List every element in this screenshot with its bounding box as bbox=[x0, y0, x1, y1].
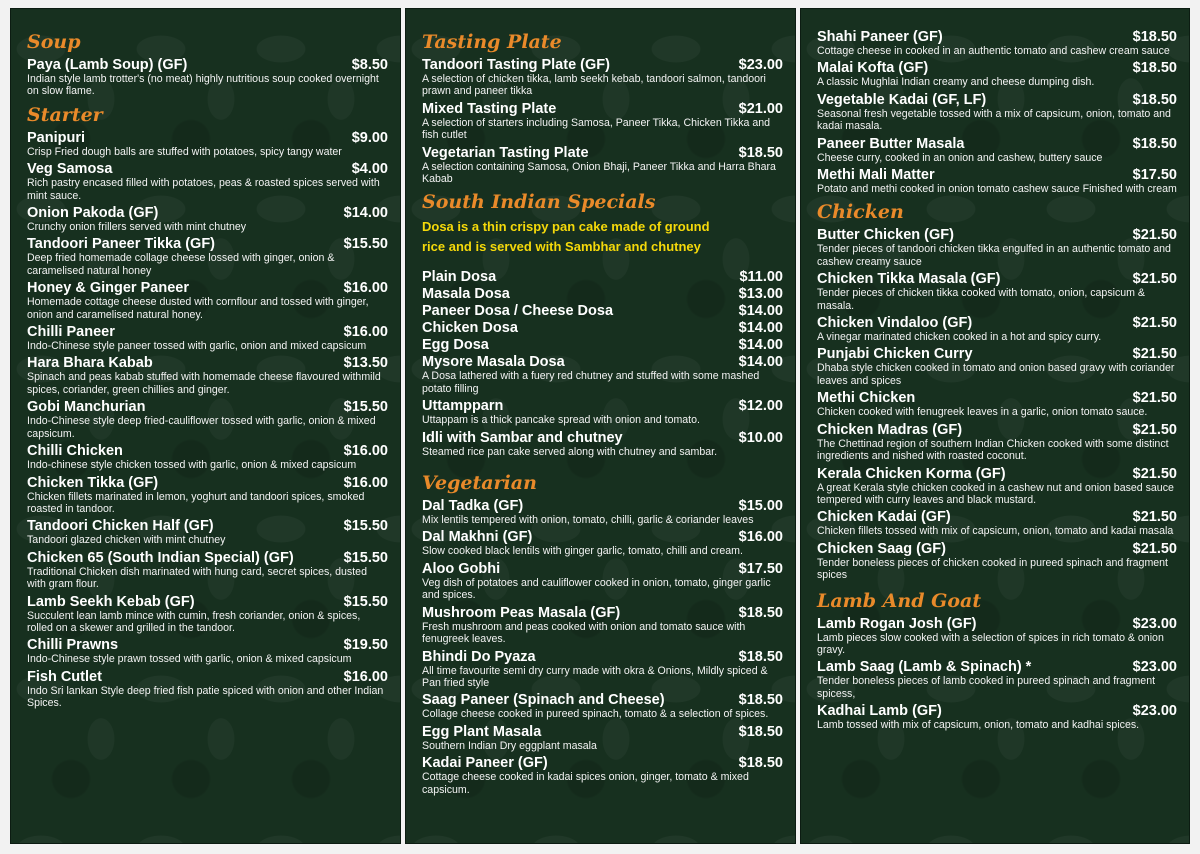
item-description: Chicken fillets tossed with mix of capsicum, onion, tomato and kadai masala bbox=[817, 525, 1174, 538]
menu-item bbox=[422, 649, 783, 690]
item-description: Cheese curry, cooked in an onion and cashew, buttery sauce bbox=[817, 151, 1103, 164]
item-description: A selection of chicken tikka, lamb seekh kebab, tandoori salmon, tandoori prawn and paneer tikka bbox=[422, 73, 766, 98]
item-price: $15.50 bbox=[343, 593, 388, 610]
item-name: Masala Dosa bbox=[422, 286, 510, 303]
menu-item bbox=[27, 324, 388, 352]
item-description: Rich pastry encased filled with potatoes, peas & roasted spices served with mint sauce. bbox=[27, 177, 380, 202]
item-header bbox=[817, 422, 1177, 438]
item-name: Kadai Paneer (GF) bbox=[422, 755, 548, 772]
item-description: Chicken fillets marinated in lemon, yoghurt and tandoori spices, smoked roasted in tandoor. bbox=[27, 490, 365, 515]
item-header bbox=[27, 130, 388, 146]
menu-item bbox=[817, 29, 1177, 57]
menu-item bbox=[422, 337, 783, 353]
item-price: $21.50 bbox=[1132, 509, 1177, 526]
menu-item bbox=[422, 286, 783, 302]
item-price: $21.50 bbox=[1132, 315, 1177, 332]
item-name: Chicken Madras (GF) bbox=[817, 421, 963, 438]
item-price: $21.50 bbox=[1132, 227, 1177, 244]
item-name: Kadhai Lamb (GF) bbox=[817, 703, 942, 720]
item-header bbox=[817, 703, 1177, 719]
item-name: Mixed Tasting Plate bbox=[422, 100, 557, 117]
item-description: Lamb tossed with mix of capsicum, onion, tomato and kadhai spices. bbox=[817, 719, 1140, 732]
item-header bbox=[422, 649, 783, 665]
item-description: Lamb pieces slow cooked with a selection of spices in rich tomato & onion gravy. bbox=[817, 631, 1164, 656]
section-heading: Tasting Plate bbox=[422, 31, 562, 53]
menu-section bbox=[27, 31, 388, 98]
menu-section bbox=[422, 191, 783, 458]
item-price: $14.00 bbox=[738, 303, 783, 320]
item-price: $14.00 bbox=[738, 320, 783, 337]
menu-item bbox=[817, 616, 1177, 657]
item-name: Uttampparn bbox=[422, 398, 504, 415]
item-price: $21.50 bbox=[1132, 540, 1177, 557]
item-price: $18.50 bbox=[1132, 135, 1177, 152]
section-heading: Chicken bbox=[817, 201, 904, 224]
item-description: A Dosa lathered with a fuery red chutney and stuffed with some mashed potato filling bbox=[422, 370, 760, 395]
item-header bbox=[422, 692, 783, 708]
menu-section bbox=[422, 472, 783, 796]
item-price: $16.00 bbox=[343, 280, 388, 297]
item-description: Southern Indian Dry eggplant masala bbox=[422, 739, 597, 752]
item-header bbox=[422, 354, 783, 370]
menu-section bbox=[27, 104, 388, 710]
item-price: $18.50 bbox=[738, 648, 783, 665]
item-price: $17.50 bbox=[1132, 167, 1177, 184]
menu-item bbox=[422, 269, 783, 285]
item-header bbox=[422, 498, 783, 514]
item-name: Gobi Manchurian bbox=[27, 399, 146, 416]
menu-item bbox=[817, 346, 1177, 387]
item-header bbox=[422, 529, 783, 545]
item-name: Chicken Tikka (GF) bbox=[27, 474, 159, 491]
item-price: $21.50 bbox=[1132, 390, 1177, 407]
item-price: $14.00 bbox=[343, 205, 388, 222]
item-name: Chicken Kadai (GF) bbox=[817, 509, 951, 526]
menu-item bbox=[27, 594, 388, 635]
item-description: Cottage cheese in cooked in an authentic tomato and cashew cream sauce bbox=[817, 45, 1170, 57]
item-description: Crisp Fried dough balls are stuffed with potatoes, spicy tangy water bbox=[27, 145, 342, 158]
item-price: $16.00 bbox=[343, 324, 388, 341]
item-name: Lamb Saag (Lamb & Spinach) * bbox=[817, 659, 1032, 676]
item-name: Vegetarian Tasting Plate bbox=[422, 144, 589, 161]
menu-item bbox=[27, 205, 388, 233]
item-name: Honey & Ginger Paneer bbox=[27, 280, 189, 297]
item-name: Chicken 65 (South Indian Special) (GF) bbox=[27, 549, 294, 566]
item-header bbox=[27, 236, 388, 252]
item-description: Tender boneless pieces of chicken cooked in pureed spinach and fragment spices bbox=[817, 556, 1168, 582]
item-name: Egg Dosa bbox=[422, 337, 489, 354]
menu-item bbox=[27, 475, 388, 516]
item-price: $11.00 bbox=[739, 269, 783, 286]
item-description: A great Kerala style chicken cooked in a cashew nut and onion based sauce tempered with curry leaves and black mustard. bbox=[817, 481, 1174, 506]
item-description: Chicken cooked with fenugreek leaves in a garlic, onion tomato sauce. bbox=[817, 406, 1148, 419]
item-header bbox=[817, 271, 1177, 287]
menu-item bbox=[817, 703, 1177, 731]
menu-item bbox=[27, 443, 388, 471]
item-name: Malai Kofta (GF) bbox=[817, 60, 929, 77]
item-header bbox=[422, 286, 783, 302]
menu-item bbox=[817, 271, 1177, 312]
menu-panel-right bbox=[800, 8, 1190, 844]
item-description: The Chettinad region of southern Indian Chicken cooked with some distinct ingredients and nished with roasted coconut. bbox=[817, 437, 1169, 463]
item-name: Chicken Tikka Masala (GF) bbox=[817, 271, 1001, 288]
item-header bbox=[422, 101, 783, 117]
item-name: Butter Chicken (GF) bbox=[817, 227, 954, 244]
item-price: $21.50 bbox=[1132, 421, 1177, 438]
menu-item bbox=[27, 57, 388, 98]
item-header bbox=[422, 57, 783, 73]
item-header bbox=[27, 324, 388, 340]
menu-item bbox=[817, 92, 1177, 133]
menu-item bbox=[422, 354, 783, 395]
item-header bbox=[27, 518, 388, 534]
menu-item bbox=[817, 659, 1177, 700]
item-header bbox=[422, 303, 783, 319]
item-description: Indo-Chinese style deep fried-cauliflower tossed with garlic, onion & mixed capsicum. bbox=[27, 415, 376, 440]
menu-item bbox=[422, 101, 783, 142]
item-header bbox=[817, 541, 1177, 557]
section-note: Dosa is a thin crispy pan cake made of ground rice and is served with Sambhar and chutney bbox=[422, 219, 710, 255]
item-price: $18.50 bbox=[738, 144, 783, 161]
item-header bbox=[422, 320, 783, 336]
menu-item bbox=[817, 466, 1177, 507]
menu-item bbox=[817, 390, 1177, 418]
item-price: $17.50 bbox=[738, 560, 783, 577]
item-name: Kerala Chicken Korma (GF) bbox=[817, 465, 1006, 482]
menu-item bbox=[27, 550, 388, 591]
item-name: Shahi Paneer (GF) bbox=[817, 29, 943, 45]
item-price: $10.00 bbox=[738, 429, 783, 446]
menu-item bbox=[422, 498, 783, 526]
menu-item bbox=[422, 605, 783, 646]
item-price: $18.50 bbox=[1132, 60, 1177, 77]
menu-item bbox=[27, 161, 388, 202]
item-price: $18.50 bbox=[738, 692, 783, 709]
item-name: Veg Samosa bbox=[27, 161, 113, 178]
item-name: Dal Tadka (GF) bbox=[422, 498, 524, 515]
item-header bbox=[817, 227, 1177, 243]
section-heading: Soup bbox=[27, 31, 81, 53]
item-name: Fish Cutlet bbox=[27, 668, 102, 685]
menu-panel-middle bbox=[405, 8, 796, 844]
menu-section bbox=[817, 29, 1177, 195]
item-price: $16.00 bbox=[343, 474, 388, 491]
item-name: Chilli Prawns bbox=[27, 637, 119, 654]
item-description: Dhaba style chicken cooked in tomato and onion based gravy with coriander leaves and spices bbox=[817, 362, 1175, 387]
item-name: Paneer Butter Masala bbox=[817, 135, 965, 152]
item-name: Methi Mali Matter bbox=[817, 167, 935, 184]
item-header bbox=[27, 550, 388, 566]
menu-item bbox=[422, 692, 783, 720]
item-description: Homemade cottage cheese dusted with cornflour and tossed with ginger, onion and caramelised natural honey. bbox=[27, 296, 369, 321]
section-heading: Lamb And Goat bbox=[817, 589, 982, 612]
item-description: Veg dish of potatoes and cauliflower cooked in onion, tomato, ginger garlic and spices. bbox=[422, 576, 771, 602]
menu-item bbox=[422, 398, 783, 426]
item-name: Chicken Dosa bbox=[422, 320, 518, 337]
item-price: $21.50 bbox=[1132, 346, 1177, 363]
item-header bbox=[422, 430, 783, 446]
item-description: Crunchy onion frillers served with mint chutney bbox=[27, 221, 247, 234]
menu-item bbox=[422, 145, 783, 186]
item-price: $15.50 bbox=[343, 236, 388, 253]
item-price: $9.00 bbox=[351, 129, 388, 146]
item-description: Mix lentils tempered with onion, tomato, chilli, garlic & coriander leaves bbox=[422, 514, 754, 527]
item-description: A classic Mughlai Indian creamy and cheese dumping dish. bbox=[817, 76, 1095, 89]
item-name: Bhindi Do Pyaza bbox=[422, 648, 536, 665]
item-description: Tender boneless pieces of lamb cooked in pureed spinach and fragment spicess, bbox=[817, 675, 1156, 700]
item-header bbox=[422, 561, 783, 577]
item-name: Lamb Rogan Josh (GF) bbox=[817, 615, 977, 632]
item-header bbox=[817, 60, 1177, 76]
item-name: Methi Chicken bbox=[817, 390, 916, 407]
item-description: Indian style lamb trotter's (no meat) highly nutritious soup cooked overnight on slow flame. bbox=[27, 73, 379, 98]
item-name: Hara Bhara Kabab bbox=[27, 355, 153, 372]
item-header bbox=[817, 509, 1177, 525]
item-name: Paya (Lamb Soup) (GF) bbox=[27, 57, 188, 73]
section-heading: Starter bbox=[27, 103, 103, 126]
item-price: $18.50 bbox=[738, 755, 783, 772]
menu-item bbox=[422, 430, 783, 458]
item-price: $15.00 bbox=[738, 498, 783, 515]
item-description: Indo Sri lankan Style deep fried fish patie spiced with onion and other Indian Spices. bbox=[27, 684, 384, 710]
item-price: $13.50 bbox=[343, 355, 388, 372]
menu-section bbox=[817, 201, 1177, 581]
item-description: Indo-chinese style chicken tossed with garlic, onion & mixed capsicum bbox=[27, 459, 357, 472]
item-header bbox=[422, 724, 783, 740]
item-description: Tandoori glazed chicken with mint chutney bbox=[27, 534, 226, 547]
item-name: Chicken Vindaloo (GF) bbox=[817, 315, 973, 332]
item-header bbox=[817, 659, 1177, 675]
item-description: Spinach and peas kabab stuffed with homemade cheese flavoured withmild spices, coriander, green chillies and ginger. bbox=[27, 371, 381, 396]
item-price: $12.00 bbox=[738, 398, 783, 415]
item-description: Uttappam is a thick pancake spread with onion and tomato. bbox=[422, 414, 700, 427]
menu-item bbox=[27, 236, 388, 277]
item-price: $18.50 bbox=[1132, 29, 1177, 45]
menu-item bbox=[817, 541, 1177, 582]
item-header bbox=[422, 145, 783, 161]
item-price: $23.00 bbox=[738, 57, 783, 73]
item-description: Deep fried homemade collage cheese lossed with ginger, onion & caramelised natural honey bbox=[27, 252, 335, 277]
item-price: $14.00 bbox=[738, 337, 783, 354]
menu-item bbox=[817, 136, 1177, 164]
item-header bbox=[27, 637, 388, 653]
item-description: Fresh mushroom and peas cooked with onion and tomato sauce with fenugreek leaves. bbox=[422, 620, 746, 646]
item-header bbox=[27, 355, 388, 371]
item-header bbox=[817, 29, 1177, 45]
item-description: Collage cheese cooked in pureed spinach, tomato & a selection of spices. bbox=[422, 708, 769, 721]
menu-item bbox=[817, 509, 1177, 537]
item-price: $15.50 bbox=[343, 518, 388, 535]
item-price: $14.00 bbox=[738, 354, 783, 371]
item-price: $18.50 bbox=[738, 604, 783, 621]
item-name: Idli with Sambar and chutney bbox=[422, 429, 623, 446]
item-description: Potato and methi cooked in onion tomato cashew sauce Finished with cream bbox=[817, 183, 1177, 196]
item-name: Panipuri bbox=[27, 129, 86, 146]
item-header bbox=[27, 443, 388, 459]
menu-item bbox=[27, 355, 388, 396]
item-description: Traditional Chicken dish marinated with hung card, secret spices, dusted with gram flour. bbox=[27, 565, 367, 591]
menu-section bbox=[422, 31, 783, 185]
section-heading: Vegetarian bbox=[422, 472, 537, 495]
item-description: A selection of starters including Samosa, Paneer Tikka, Chicken Tikka and fish cutlet bbox=[422, 116, 771, 142]
item-price: $15.50 bbox=[343, 399, 388, 416]
item-header bbox=[817, 167, 1177, 183]
item-name: Egg Plant Masala bbox=[422, 723, 542, 740]
item-price: $19.50 bbox=[343, 637, 388, 654]
item-price: $13.00 bbox=[738, 286, 783, 303]
item-description: Tender pieces of tandoori chicken tikka engulfed in an authentic tomato and cashew creamy sauce bbox=[817, 243, 1171, 268]
item-name: Vegetable Kadai (GF, LF) bbox=[817, 91, 987, 108]
item-description: Slow cooked black lentils with ginger garlic, tomato, chilli and cream. bbox=[422, 545, 743, 558]
menu-item bbox=[817, 227, 1177, 268]
item-description: Steamed rice pan cake served along with chutney and sambar. bbox=[422, 445, 718, 458]
menu-item bbox=[817, 167, 1177, 195]
item-name: Tandoori Chicken Half (GF) bbox=[27, 518, 214, 535]
item-header bbox=[27, 57, 388, 73]
item-price: $18.50 bbox=[738, 723, 783, 740]
item-price: $21.50 bbox=[1132, 271, 1177, 288]
menu-item bbox=[27, 518, 388, 546]
item-price: $23.00 bbox=[1132, 703, 1177, 720]
item-header bbox=[422, 269, 783, 285]
item-header bbox=[422, 605, 783, 621]
item-description: Indo-Chinese style prawn tossed with garlic, onion & mixed capsicum bbox=[27, 653, 352, 666]
item-description: Seasonal fresh vegetable tossed with a mix of capsicum, onion, tomato and kadai masala. bbox=[817, 107, 1171, 133]
item-header bbox=[27, 475, 388, 491]
item-header bbox=[817, 92, 1177, 108]
item-header bbox=[27, 594, 388, 610]
item-header bbox=[817, 346, 1177, 362]
menu-item bbox=[422, 303, 783, 319]
menu-item bbox=[817, 315, 1177, 343]
menu-item bbox=[817, 422, 1177, 463]
item-name: Chicken Saag (GF) bbox=[817, 540, 946, 557]
item-description: A selection containing Samosa, Onion Bhaji, Paneer Tikka and Harra Bhara Kabab bbox=[422, 160, 776, 186]
menu-item bbox=[422, 724, 783, 752]
menu-item bbox=[422, 529, 783, 557]
menu-item bbox=[817, 60, 1177, 88]
item-description: A vinegar marinated chicken cooked in a hot and spicy curry. bbox=[817, 331, 1102, 344]
item-description: Succulent lean lamb mince with cumin, fresh coriander, onion & spices, rolled on a skewer and grilled in the tandoor. bbox=[27, 609, 361, 634]
item-header bbox=[27, 161, 388, 177]
item-name: Chilli Paneer bbox=[27, 324, 115, 341]
item-header bbox=[27, 205, 388, 221]
item-header bbox=[817, 315, 1177, 331]
item-price: $16.00 bbox=[343, 668, 388, 685]
item-description: Cottage cheese cooked in kadai spices onion, ginger, tomato & mixed capsicum. bbox=[422, 771, 749, 796]
item-name: Tandoori Tasting Plate (GF) bbox=[422, 57, 610, 73]
item-price: $21.00 bbox=[738, 100, 783, 117]
item-name: Chilli Chicken bbox=[27, 443, 123, 460]
menu-panel-left bbox=[10, 8, 401, 844]
item-name: Saag Paneer (Spinach and Cheese) bbox=[422, 692, 665, 709]
item-price: $23.00 bbox=[1132, 659, 1177, 676]
menu-item bbox=[422, 57, 783, 98]
item-header bbox=[422, 755, 783, 771]
item-price: $16.00 bbox=[343, 443, 388, 460]
item-price: $8.50 bbox=[351, 57, 388, 73]
item-name: Punjabi Chicken Curry bbox=[817, 346, 973, 363]
item-header bbox=[817, 616, 1177, 632]
item-header bbox=[27, 669, 388, 685]
item-header bbox=[27, 399, 388, 415]
item-price: $18.50 bbox=[1132, 91, 1177, 108]
item-name: Onion Pakoda (GF) bbox=[27, 205, 159, 222]
item-name: Plain Dosa bbox=[422, 269, 497, 286]
item-name: Tandoori Paneer Tikka (GF) bbox=[27, 236, 216, 253]
menu-item bbox=[27, 669, 388, 710]
menu-item bbox=[422, 320, 783, 336]
section-heading: South Indian Specials bbox=[422, 191, 656, 214]
item-name: Mysore Masala Dosa bbox=[422, 354, 565, 371]
menu-item bbox=[422, 561, 783, 602]
item-description: Tender pieces of chicken tikka cooked with tomato, onion, capsicum & masala. bbox=[817, 287, 1145, 312]
item-description: Indo-Chinese style paneer tossed with garlic, onion and mixed capsicum bbox=[27, 340, 367, 353]
item-header bbox=[422, 398, 783, 414]
item-name: Dal Makhni (GF) bbox=[422, 529, 533, 546]
menu-section bbox=[817, 590, 1177, 732]
item-price: $15.50 bbox=[343, 549, 388, 566]
item-header bbox=[27, 280, 388, 296]
item-price: $16.00 bbox=[738, 529, 783, 546]
menu-item bbox=[27, 399, 388, 440]
item-header bbox=[817, 390, 1177, 406]
item-price: $4.00 bbox=[351, 161, 388, 178]
menu-item bbox=[27, 130, 388, 158]
item-description: All time favourite semi dry curry made with okra & Onions, Mildly spiced & Pan fried style bbox=[422, 664, 768, 689]
item-header bbox=[817, 466, 1177, 482]
item-name: Lamb Seekh Kebab (GF) bbox=[27, 593, 195, 610]
menu-item bbox=[422, 755, 783, 796]
item-name: Aloo Gobhi bbox=[422, 560, 501, 577]
menu-item bbox=[27, 637, 388, 665]
menu-item bbox=[27, 280, 388, 321]
item-header bbox=[817, 136, 1177, 152]
item-name: Mushroom Peas Masala (GF) bbox=[422, 604, 621, 621]
item-price: $23.00 bbox=[1132, 615, 1177, 632]
item-price: $21.50 bbox=[1132, 465, 1177, 482]
item-header bbox=[422, 337, 783, 353]
item-name: Paneer Dosa / Cheese Dosa bbox=[422, 303, 614, 320]
